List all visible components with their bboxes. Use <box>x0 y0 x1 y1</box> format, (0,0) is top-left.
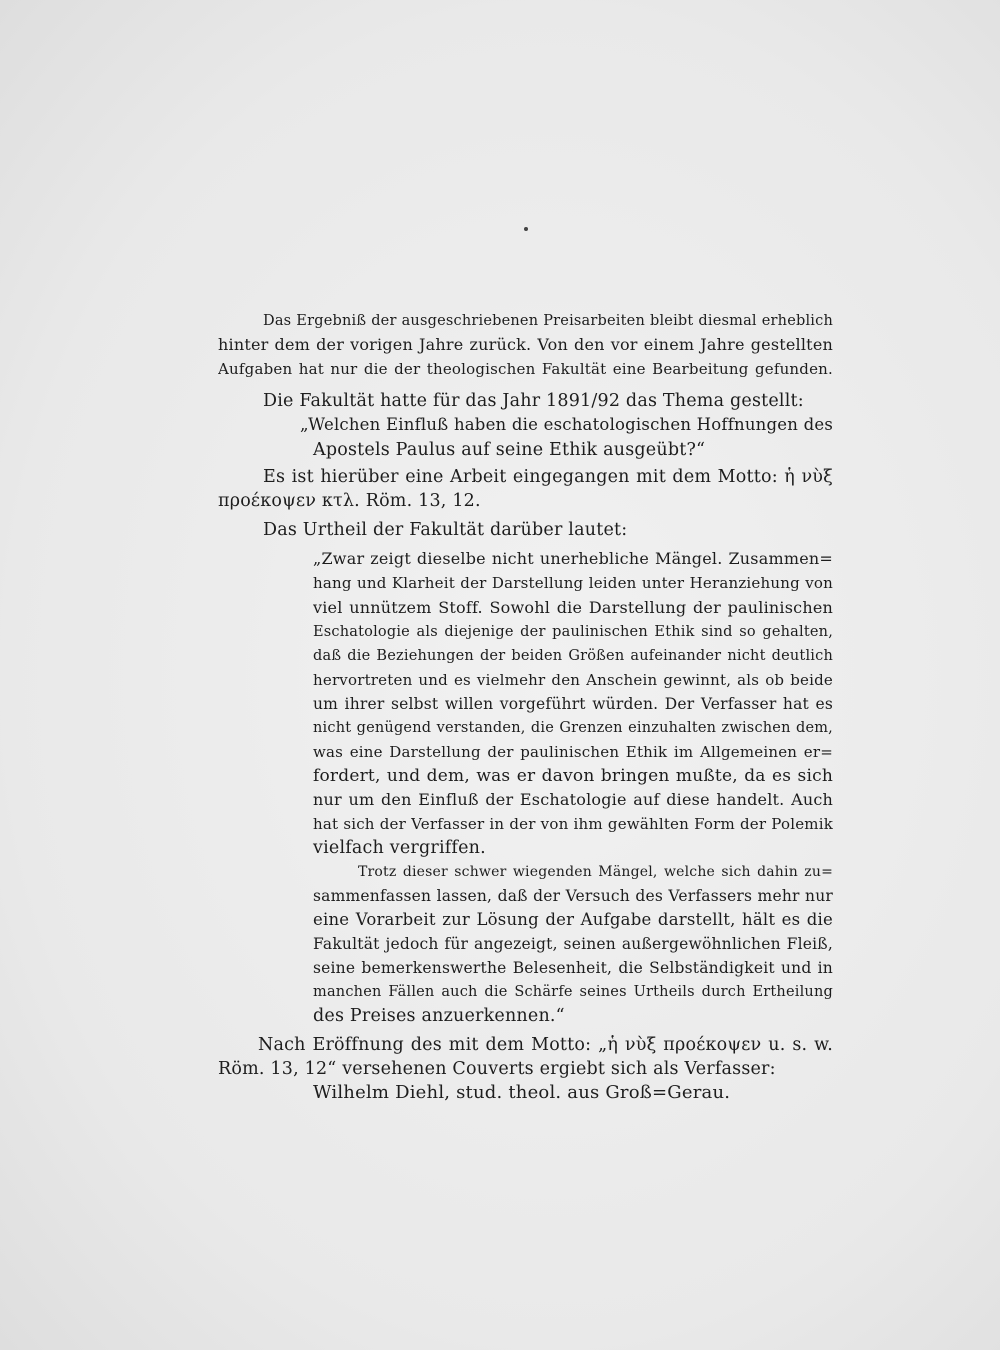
text-line: fordert, und dem, was er davon bringen mußte, da es sich <box>313 766 833 786</box>
text-line: sammenfassen lassen, daß der Versuch des Verfassers mehr nur <box>313 887 833 905</box>
text-line: Röm. 13, 12“ versehenen Couverts ergiebt sich als Verfasser: <box>218 1059 776 1079</box>
text-line: Das Urtheil der Fakultät darüber lautet: <box>263 520 628 540</box>
text-line: viel unnützem Stoff. Sowohl die Darstellung der paulinischen <box>313 598 833 617</box>
text-line: Es ist hierüber eine Arbeit eingegangen mit dem Motto: ἡ νὺξ <box>263 467 833 487</box>
text-line: Das Ergebniß der ausgeschriebenen Preisarbeiten bleibt diesmal erheblich <box>263 313 833 329</box>
text-line: nicht genügend verstanden, die Grenzen einzuhalten zwischen dem, <box>313 720 833 736</box>
text-line: Eschatologie als diejenige der paulinischen Ethik sind so gehalten, <box>313 624 833 640</box>
text-line: Apostels Paulus auf seine Ethik ausgeübt?“ <box>313 440 706 460</box>
text-line: hat sich der Verfasser in der von ihm gewählten Form der Polemik <box>313 815 833 833</box>
text-line: daß die Beziehungen der beiden Größen aufeinander nicht deutlich <box>313 648 833 664</box>
text-line: des Preises anzuerkennen.“ <box>313 1006 565 1026</box>
text-line: „Zwar zeigt dieselbe nicht unerhebliche Mängel. Zusammen= <box>313 549 833 568</box>
text-line: „Welchen Einfluß haben die eschatologischen Hoffnungen des <box>300 415 833 434</box>
text-line: was eine Darstellung der paulinischen Ethik im Allgemeinen er= <box>313 743 833 761</box>
text-line: seine bemerkenswerthe Belesenheit, die Selbständigkeit und in <box>313 959 833 977</box>
text-line: Aufgaben hat nur die der theologischen Fakultät eine Bearbeitung gefunden. <box>218 360 833 378</box>
text-line: um ihrer selbst willen vorgeführt würden. Der Verfasser hat es <box>313 695 833 713</box>
text-line: hinter dem der vorigen Jahre zurück. Von den vor einem Jahre gestellten <box>218 335 833 354</box>
text-line: Fakultät jedoch für angezeigt, seinen außergewöhnlichen Fleiß, <box>313 935 833 953</box>
text-line: Trotz dieser schwer wiegenden Mängel, welche sich dahin zu= <box>358 864 833 880</box>
text-line: vielfach vergriffen. <box>313 838 486 858</box>
text-line: hervortreten und es vielmehr den Anschein gewinnt, als ob beide <box>313 671 833 689</box>
text-line: eine Vorarbeit zur Lösung der Aufgabe darstellt, hält es die <box>313 910 833 929</box>
text-line: nur um den Einfluß der Eschatologie auf diese handelt. Auch <box>313 790 833 809</box>
text-line: manchen Fällen auch die Schärfe seines Urtheils durch Ertheilung <box>313 984 833 1000</box>
author-line: Wilhelm Diehl, stud. theol. aus Groß=Gerau. <box>313 1082 731 1103</box>
ink-dot <box>524 227 528 231</box>
text-line: hang und Klarheit der Darstellung leiden unter Heranziehung von <box>313 574 833 592</box>
text-line: προέκοψεν κτλ. Röm. 13, 12. <box>218 491 481 511</box>
text-line: Nach Eröffnung des mit dem Motto: „ἡ νὺξ προέκοψεν u. s. w. <box>258 1035 833 1055</box>
text-line: Die Fakultät hatte für das Jahr 1891/92 das Thema gestellt: <box>263 391 804 411</box>
